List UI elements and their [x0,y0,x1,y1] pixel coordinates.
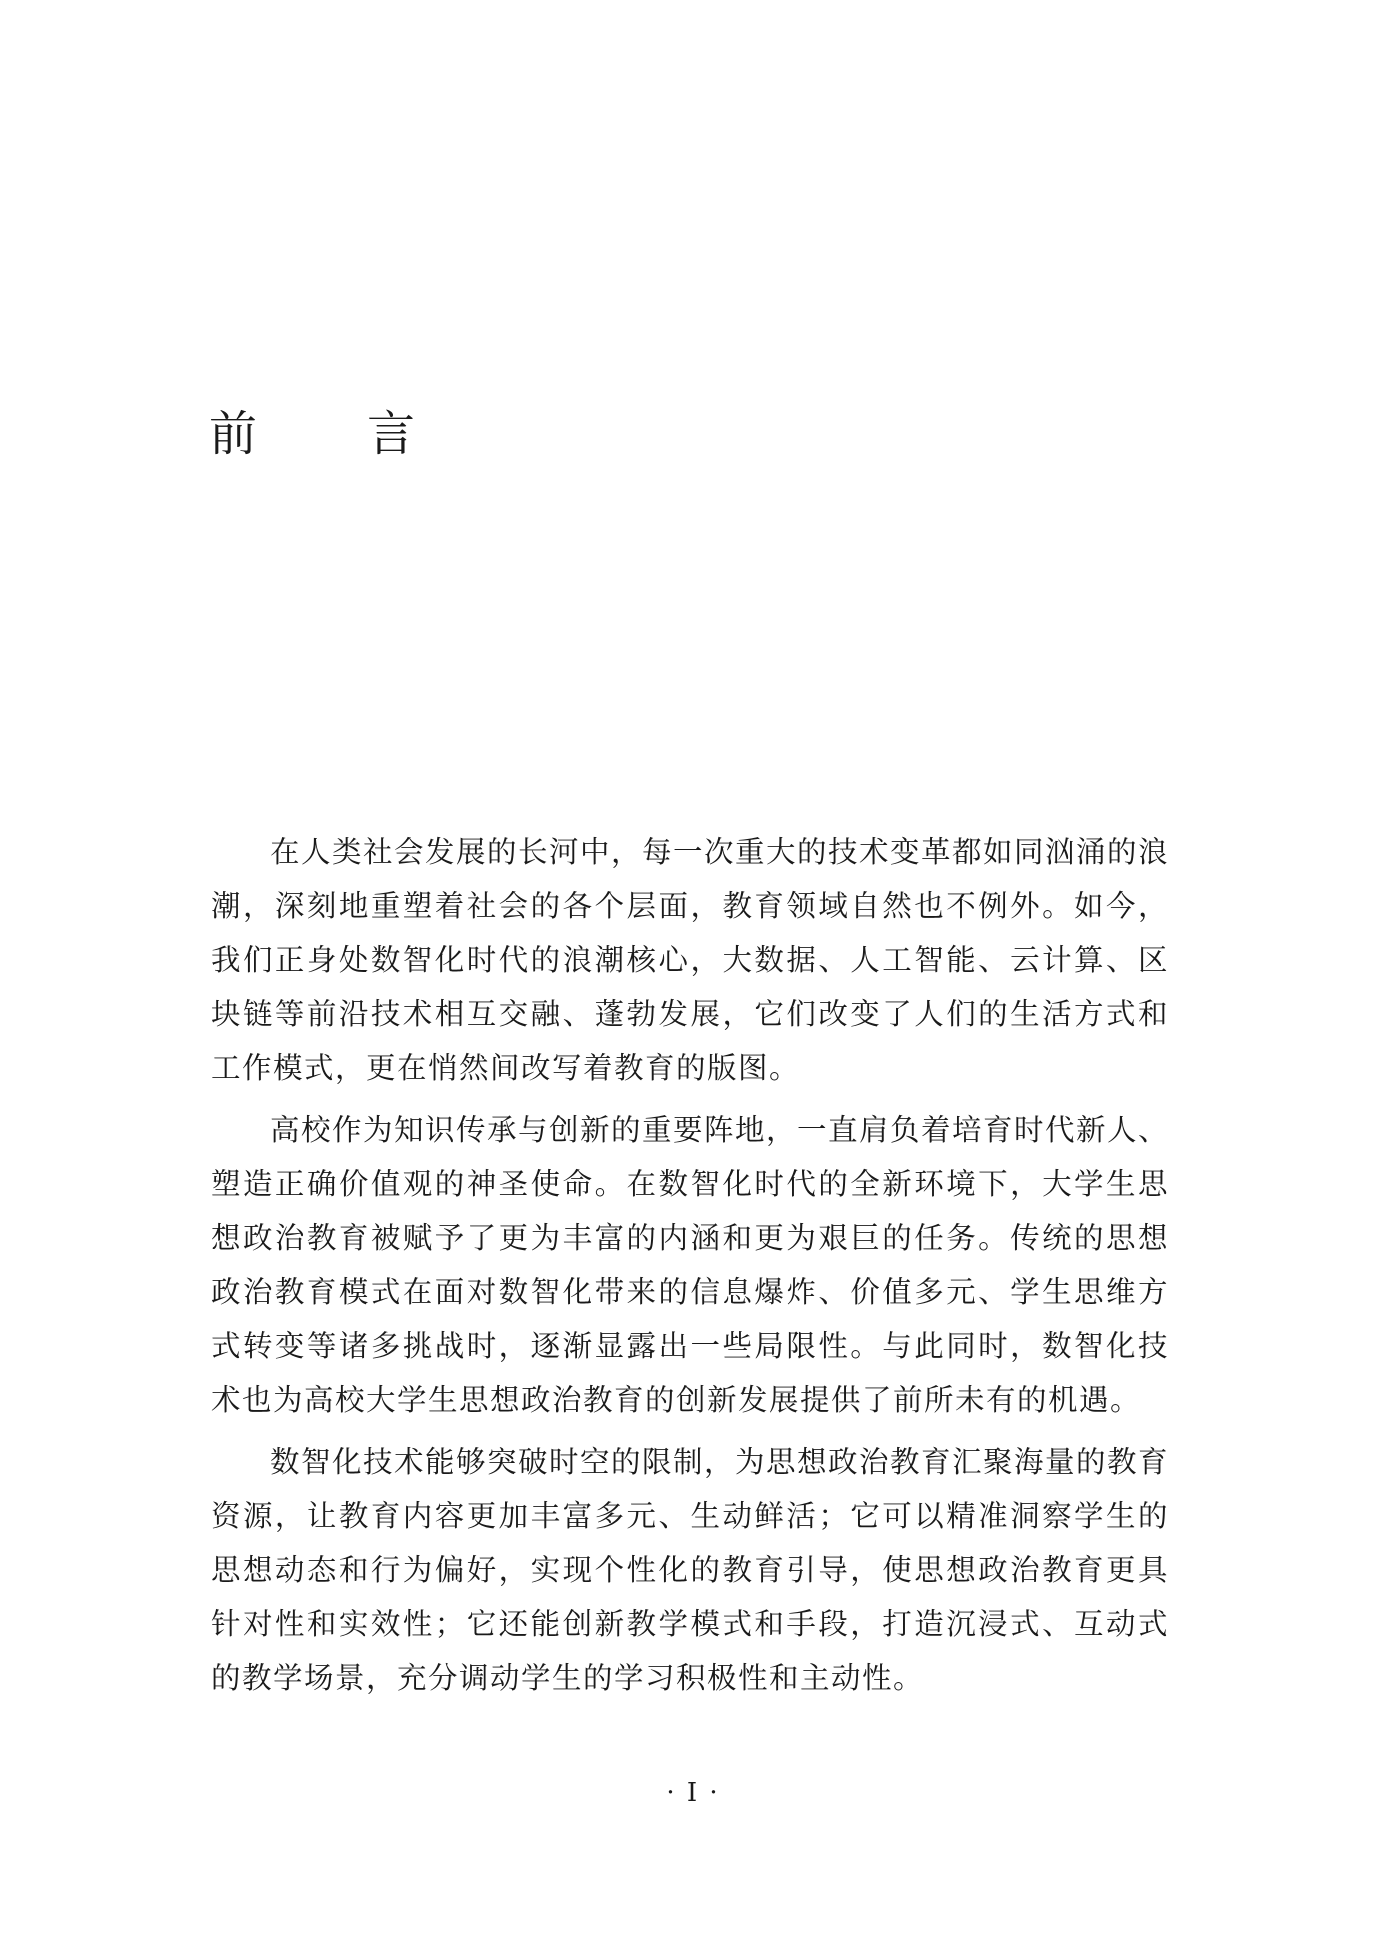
page-number: · I · [666,1778,720,1808]
chapter-title [209,398,415,470]
paragraph-1: 在人类社会发展的长河中，每一次重大的技术变革都如同汹涌的浪潮，深刻地重塑着社会的各个层面，教育领域自然也不例外。如今，我们正身处数智化时代的浪潮核心，大数据、人工智能、云计算、区块链等前沿技术相互交融、蓬勃发展，它们改变了人们的生活方式和工作模式，更在悄然间改写着教育的版图。 [211,835,1170,1085]
preface-body [211,825,1169,1713]
chapter-title-char-1: 前 [209,406,258,462]
chapter-title-char-2: 言 [367,406,416,462]
paragraph-3: 数智化技术能够突破时空的限制，为思想政治教育汇聚海量的教育资源，让教育内容更加丰富多元、生动鲜活；它可以精准洞察学生的思想动态和行为偏好，实现个性化的教育引导，使思想政治教育更具针对性和实效性；它还能创新教学模式和手段，打造沉浸式、互动式的教学场景，充分调动学生的学习积极性和主动性。 [211,1445,1170,1695]
paragraph-2: 高校作为知识传承与创新的重要阵地，一直肩负着培育时代新人、塑造正确价值观的神圣使命。在数智化时代的全新环境下，大学生思想政治教育被赋予了更为丰富的内涵和更为艰巨的任务。传统的思想政治教育模式在面对数智化带来的信息爆炸、价值多元、学生思维方式转变等诸多挑战时，逐渐显露出一些局限性。与此同时，数智化技术也为高校大学生思想政治教育的创新发展提供了前所未有的机遇。 [211,1113,1170,1417]
